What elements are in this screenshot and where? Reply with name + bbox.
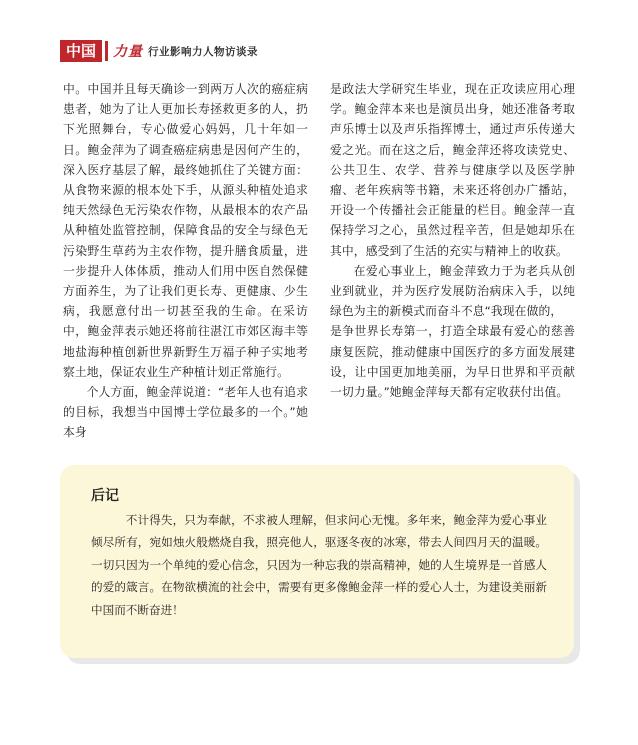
header-badge: 中国 — [60, 40, 102, 62]
left-paragraph-2: 个人方面，鲍金萍说道：“老年人也有追求的目标，我想当中国博士学位最多的一个。”她本身 — [63, 385, 308, 440]
header-subtitle: 行业影响力人物访谈录 — [148, 45, 259, 58]
right-paragraph-2: 在爱心事业上，鲍金萍致力于为老兵从创业到就业，并为医疗发展防治病床入手，以纯绿色为主的新模式而奋斗不息“我现在做的， — [330, 263, 575, 319]
left-paragraph-1: 中。中国并且每天确诊一到两万人次的癌症病患者，她为了让人更加长寿拯救更多的人，扔下光照舞台，专心做爱心妈妈，几十年如一日。鲍金萍为了调查癌症病患是因何产生的，深入医疗基层了解，最终她抓住了关键方面：从食物来源的根本处下手，从源头种植处追求纯天然绿色无污染农作物，从最根本的农产品从种植处监管控制，保障食品的安全与绿色无污染野生草药为主农作物，提升膳食质量，进一步提升人体体质，推动人们用中医自然保健方面养生，为了让我们更长寿、更健康、少生病，我愿意付出一切甚至我的生命。在采访中，鲍金萍表示她还将前往湛江市郊区海丰等地盐海种植创新世界新野生万福子种子实地考察土地，保证农业生产种植计划正常施行。 — [63, 82, 308, 379]
right-column — [330, 79, 575, 402]
right-paragraph-1: 是政法大学研究生毕业，现在正攻读应用心理学。鲍金萍本来也是演员出身，她还准备考取声乐博士以及声乐指挥博士，通过声乐传递大爱之光。而在这之后，鲍金萍还将攻读党史、公共卫生、农学、营养与健康学以及医学肿瘤、老年疾病等书籍，未来还将创办广播站，开设一个传播社会正能量的栏目。鲍金萍一直保持学习之心，虽然过程辛苦，但是她却乐在其中，感受到了生活的充实与精神上的收获。 — [330, 82, 575, 258]
afterword-title: 后记 — [91, 488, 119, 504]
left-column — [63, 79, 308, 443]
right-paragraph-3: 是争世界长寿第一，打造全球最有爱心的慈善康复医院，推动健康中国医疗的多方面发展建设，让中国更加地美丽，为早日世界和平贡献一切力量。”她鲍金萍每天都有定收获付出值。 — [330, 324, 575, 400]
page-header — [60, 40, 258, 62]
afterword-body: 不计得失，只为奉献，不求被人理解，但求问心无愧。多年来，鲍金萍为爱心事业倾尽所有，宛如烛火般燃烧自我，照亮他人，驱逐冬夜的冰寒，带去人间四月天的温暖。一切只因为一个单纯的爱心信念，只因为一种忘我的崇高精神，她的人生境界是一首感人的爱的箴言。在物欲横流的社会中，需要有更多像鲍金萍一样的爱心人士，为建设美丽新中国而不断奋进！ — [91, 513, 547, 617]
header-brand: 力量 — [113, 44, 144, 60]
header-divider — [105, 41, 108, 61]
afterword-box — [60, 465, 574, 658]
